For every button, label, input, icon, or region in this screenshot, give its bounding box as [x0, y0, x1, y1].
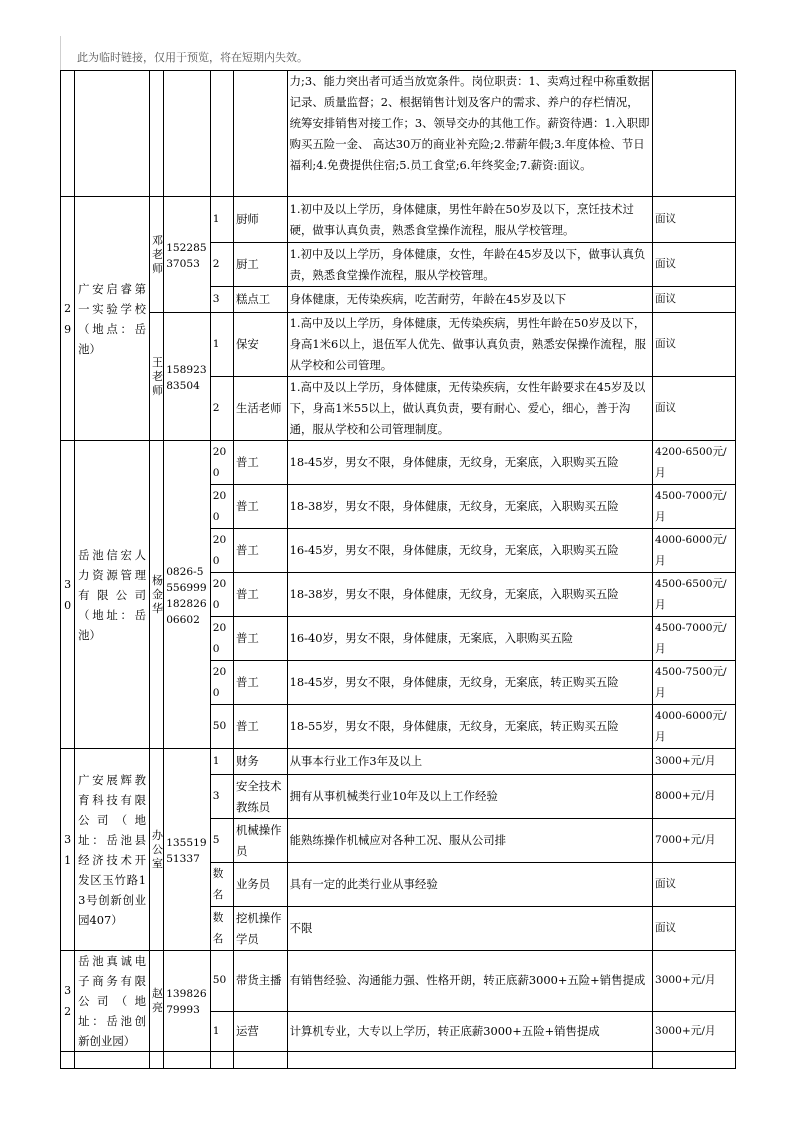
- contact-name: 王老师: [150, 313, 164, 441]
- table-row: [61, 71, 736, 197]
- job-salary: 3000+元/月: [652, 951, 735, 1012]
- job-quantity: 1: [210, 197, 233, 243]
- job-salary: 面议: [652, 313, 735, 377]
- job-salary: 4500-6500元/月: [652, 573, 735, 617]
- job-position: 普工: [234, 661, 288, 705]
- company-name: 岳池真诚电子商务有限公司（地址：岳池创新创业园）: [75, 951, 150, 1052]
- job-salary: 3000+元/月: [652, 1011, 735, 1051]
- table-row: [61, 1052, 736, 1069]
- job-quantity: 1: [210, 313, 233, 377]
- cell-no: [61, 71, 75, 197]
- job-position: 糕点工: [234, 287, 288, 313]
- job-salary: 面议: [652, 197, 735, 243]
- table-row: [61, 441, 736, 485]
- job-position: 普工: [234, 617, 288, 661]
- cell-empty: [164, 1052, 211, 1069]
- preview-banner: [60, 36, 761, 70]
- cell-empty: [652, 1052, 735, 1069]
- cell-company: [75, 71, 150, 197]
- job-requirement: 1.高中及以上学历，身体健康，无传染疾病，男性年龄在50岁及以下，身高1米6以上，退伍军人优先、做事认真负责，熟悉安保操作流程，服从学校和公司管理。: [287, 313, 652, 377]
- cell-empty: [61, 1052, 75, 1069]
- cell-empty: [210, 1052, 233, 1069]
- job-requirement: 1.初中及以上学历，身体健康，女性，年龄在45岁及以下，做事认真负责，熟悉食堂操作流程，服从学校管理。: [287, 243, 652, 287]
- job-requirement: 有销售经验、沟通能力强、性格开朗，转正底薪3000+五险+销售提成: [287, 951, 652, 1012]
- job-position: 财务: [234, 749, 288, 775]
- contact-phone: 139826 79993: [164, 951, 211, 1052]
- job-salary: 4000-6000元/月: [652, 705, 735, 749]
- company-number: 30: [61, 441, 75, 749]
- contact-phone: 135519 51337: [164, 749, 211, 951]
- job-salary: 4500-7000元/月: [652, 617, 735, 661]
- job-requirement: 从事本行业工作3年及以上: [287, 749, 652, 775]
- job-quantity: 200: [210, 529, 233, 573]
- job-requirement: 18-45岁，男女不限，身体健康，无纹身，无案底，转正购买五险: [287, 661, 652, 705]
- job-position: 普工: [234, 529, 288, 573]
- job-requirement: 1.高中及以上学历，身体健康，无传染疾病，女性年龄要求在45岁及以下，身高1米55以上，做认真负责，要有耐心、爱心，细心，善于沟通，服从学校和公司管理制度。: [287, 377, 652, 441]
- job-quantity: 50: [210, 951, 233, 1012]
- table-row: [61, 951, 736, 1012]
- job-position: 厨师: [234, 197, 288, 243]
- cell-salary: [652, 71, 735, 197]
- cell-empty: [75, 1052, 150, 1069]
- job-position: 保安: [234, 313, 288, 377]
- job-position: 普工: [234, 705, 288, 749]
- contact-phone: 158923 83504: [164, 313, 211, 441]
- company-name: 广安启睿第一实验学校（地点：岳池）: [75, 197, 150, 441]
- job-salary: 7000+元/月: [652, 819, 735, 863]
- job-position: 安全技术教练员: [234, 775, 288, 819]
- cell-empty: [287, 1052, 652, 1069]
- company-number: 29: [61, 197, 75, 441]
- job-position: 生活老师: [234, 377, 288, 441]
- company-name: 岳池信宏人力资源管理有限公司（地址：岳池）: [75, 441, 150, 749]
- job-quantity: 5: [210, 819, 233, 863]
- contact-name: 办公室: [150, 749, 164, 951]
- job-position: 普工: [234, 441, 288, 485]
- contact-name: 杨金华: [150, 441, 164, 749]
- contact-name: 赵亮: [150, 951, 164, 1052]
- table-row: [61, 197, 736, 243]
- job-salary: 面议: [652, 243, 735, 287]
- job-requirement: 1.初中及以上学历，身体健康，男性年龄在50岁及以下，烹饪技术过硬，做事认真负责，熟悉食堂操作流程，服从学校管理。: [287, 197, 652, 243]
- job-quantity: 200: [210, 441, 233, 485]
- contact-phone: 152285 37053: [164, 197, 211, 313]
- job-requirement: 16-45岁，男女不限，身体健康，无纹身，无案底，入职购买五险: [287, 529, 652, 573]
- recruitment-table: [60, 70, 736, 1069]
- job-salary: 面议: [652, 907, 735, 951]
- cell-requirement: 力;3、能力突出者可适当放宽条件。岗位职责：1、卖鸡过程中称重数据记录、质量监督；2、根据销售计划及客户的需求、养户的存栏情况，统筹安排销售对接工作；3、领导交办的其他工作。薪资待遇：1.入职即购买五险一金、 高达30万的商业补充险;2.带薪年假;3.年度体检、节日福利;4.免费提供住宿;5.员工食堂;6.年终奖金;7.薪资:面议。: [287, 71, 652, 197]
- job-salary: 面议: [652, 377, 735, 441]
- job-salary: 4200-6500元/月: [652, 441, 735, 485]
- company-number: 31: [61, 749, 75, 951]
- job-position: 机械操作员: [234, 819, 288, 863]
- job-position: 带货主播: [234, 951, 288, 1012]
- job-requirement: 身体健康，无传染疾病，吃苦耐劳，年龄在45岁及以下: [287, 287, 652, 313]
- job-quantity: 1: [210, 749, 233, 775]
- contact-phone: 0826-5556999 18282606602: [164, 441, 211, 749]
- job-position: 挖机操作学员: [234, 907, 288, 951]
- job-salary: 8000+元/月: [652, 775, 735, 819]
- job-position: 厨工: [234, 243, 288, 287]
- job-requirement: 不限: [287, 907, 652, 951]
- table-row: [61, 313, 736, 377]
- job-quantity: 数名: [210, 863, 233, 907]
- job-position: 运营: [234, 1011, 288, 1051]
- job-quantity: 200: [210, 573, 233, 617]
- table-row: [61, 749, 736, 775]
- cell-phone: [164, 71, 211, 197]
- company-number: 32: [61, 951, 75, 1052]
- recruitment-table-wrapper: [60, 70, 736, 1069]
- job-position: 业务员: [234, 863, 288, 907]
- job-quantity: 数名: [210, 907, 233, 951]
- company-name: 广安展辉教育科技有限公司（地址：岳池县经济技术开发区玉竹路13号创新创业园407）: [75, 749, 150, 951]
- job-quantity: 200: [210, 485, 233, 529]
- job-requirement: 18-45岁，男女不限，身体健康，无纹身，无案底，入职购买五险: [287, 441, 652, 485]
- cell-qty: [210, 71, 233, 197]
- contact-name: 邓老师: [150, 197, 164, 313]
- job-position: 普工: [234, 573, 288, 617]
- cell-empty: [150, 1052, 164, 1069]
- preview-banner-text: 此为临时链接，仅用于预览，将在短期内失效。: [77, 51, 308, 64]
- job-quantity: 3: [210, 775, 233, 819]
- job-requirement: 18-38岁，男女不限，身体健康，无纹身，无案底，入职购买五险: [287, 485, 652, 529]
- job-quantity: 200: [210, 661, 233, 705]
- job-requirement: 18-55岁，男女不限，身体健康，无纹身，无案底，转正购买五险: [287, 705, 652, 749]
- job-salary: 面议: [652, 863, 735, 907]
- job-requirement: 拥有从事机械类行业10年及以上工作经验: [287, 775, 652, 819]
- job-position: 普工: [234, 485, 288, 529]
- cell-position: [234, 71, 288, 197]
- job-salary: 4500-7500元/月: [652, 661, 735, 705]
- cell-empty: [234, 1052, 288, 1069]
- job-quantity: 1: [210, 1011, 233, 1051]
- job-requirement: 能熟练操作机械应对各种工况、服从公司排: [287, 819, 652, 863]
- job-quantity: 2: [210, 243, 233, 287]
- job-requirement: 具有一定的此类行业从事经验: [287, 863, 652, 907]
- job-salary: 3000+元/月: [652, 749, 735, 775]
- job-salary: 4000-6000元/月: [652, 529, 735, 573]
- job-quantity: 50: [210, 705, 233, 749]
- job-requirement: 16-40岁，男女不限，身体健康，无案底，入职购买五险: [287, 617, 652, 661]
- job-requirement: 计算机专业，大专以上学历，转正底薪3000+五险+销售提成: [287, 1011, 652, 1051]
- job-quantity: 2: [210, 377, 233, 441]
- job-quantity: 3: [210, 287, 233, 313]
- cell-contact: [150, 71, 164, 197]
- job-requirement: 18-38岁，男女不限，身体健康，无纹身，无案底，入职购买五险: [287, 573, 652, 617]
- job-quantity: 200: [210, 617, 233, 661]
- job-salary: 面议: [652, 287, 735, 313]
- job-salary: 4500-7000元/月: [652, 485, 735, 529]
